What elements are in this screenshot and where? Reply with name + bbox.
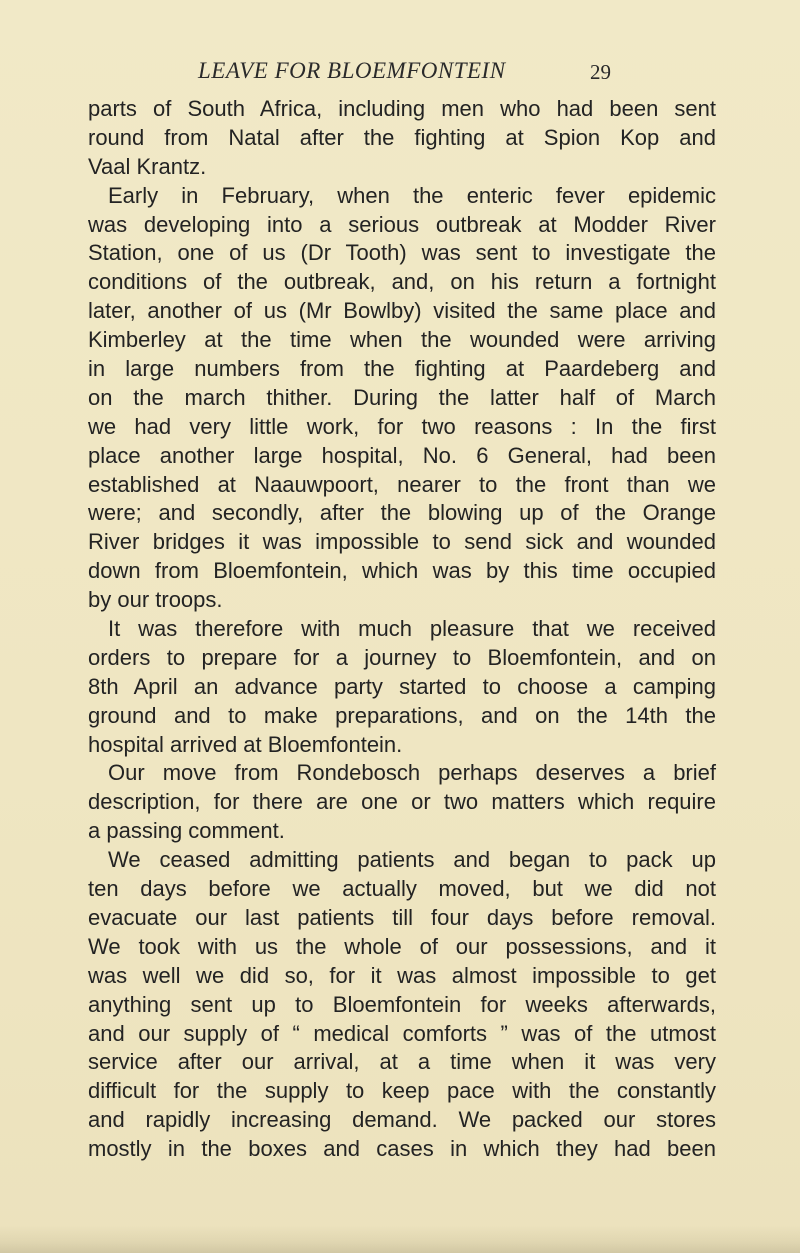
- text-line: description, for there are one or two matters which require: [88, 789, 716, 815]
- text-line: difficult for the supply to keep pace with the constantly: [88, 1078, 716, 1104]
- page-bottom-edge: [0, 1225, 800, 1253]
- text-line: Kimberley at the time when the wounded were arriving: [88, 327, 716, 353]
- text-line: We took with us the whole of our possessions, and it: [88, 933, 716, 959]
- text-line: established at Naauwpoort, nearer to the front than we: [88, 471, 716, 497]
- body-text: [88, 95, 788, 1164]
- text-line: evacuate our last patients till four days before removal.: [88, 904, 716, 930]
- text-line: service after our arrival, at a time when it was very: [88, 1049, 716, 1075]
- paragraph-start-line: We ceased admitting patients and began to pack up: [108, 847, 716, 873]
- text-line: conditions of the outbreak, and, on his return a fortnight: [88, 269, 716, 295]
- paragraph-start-line: Our move from Rondebosch perhaps deserves a brief: [108, 760, 716, 786]
- page-header: [0, 58, 800, 92]
- text-line: by our troops.: [88, 587, 223, 613]
- text-line: a passing comment.: [88, 818, 285, 844]
- running-title: LEAVE FOR BLOEMFONTEIN: [198, 58, 506, 83]
- text-line: hospital arrived at Bloemfontein.: [88, 731, 403, 757]
- text-line: 8th April an advance party started to choose a camping: [88, 673, 716, 699]
- text-line: ten days before we actually moved, but we did not: [88, 876, 716, 902]
- text-line: place another large hospital, No. 6 General, had been: [88, 442, 716, 468]
- text-line: and our supply of “ medical comforts ” was of the utmost: [88, 1020, 716, 1046]
- text-line: River bridges it was impossible to send sick and wounded: [88, 529, 716, 555]
- text-line: orders to prepare for a journey to Bloemfontein, and on: [88, 644, 716, 670]
- text-line: on the march thither. During the latter half of March: [88, 384, 716, 410]
- text-line: was developing into a serious outbreak at Modder River: [88, 211, 716, 237]
- text-line: anything sent up to Bloemfontein for weeks afterwards,: [88, 991, 716, 1017]
- text-line: we had very little work, for two reasons : In the first: [88, 413, 716, 439]
- text-line: in large numbers from the fighting at Paardeberg and: [88, 356, 716, 382]
- text-line: were; and secondly, after the blowing up of the Orange: [88, 500, 716, 526]
- paragraph-start-line: It was therefore with much pleasure that we received: [108, 616, 716, 642]
- text-line: and rapidly increasing demand. We packed our stores: [88, 1107, 716, 1133]
- text-line: Station, one of us (Dr Tooth) was sent to investigate the: [88, 240, 716, 266]
- text-line: Vaal Krantz.: [88, 153, 207, 179]
- text-line: round from Natal after the fighting at Spion Kop and: [88, 124, 716, 150]
- page-number: 29: [590, 60, 611, 84]
- text-line: parts of South Africa, including men who had been sent: [88, 96, 716, 121]
- paragraph-start-line: Early in February, when the enteric fever epidemic: [108, 182, 716, 208]
- text-line: was well we did so, for it was almost impossible to get: [88, 962, 716, 988]
- text-line: down from Bloemfontein, which was by this time occupied: [88, 558, 716, 584]
- text-line: ground and to make preparations, and on the 14th the: [88, 702, 716, 728]
- text-line: mostly in the boxes and cases in which they had been: [88, 1136, 716, 1162]
- text-line: later, another of us (Mr Bowlby) visited the same place and: [88, 298, 716, 324]
